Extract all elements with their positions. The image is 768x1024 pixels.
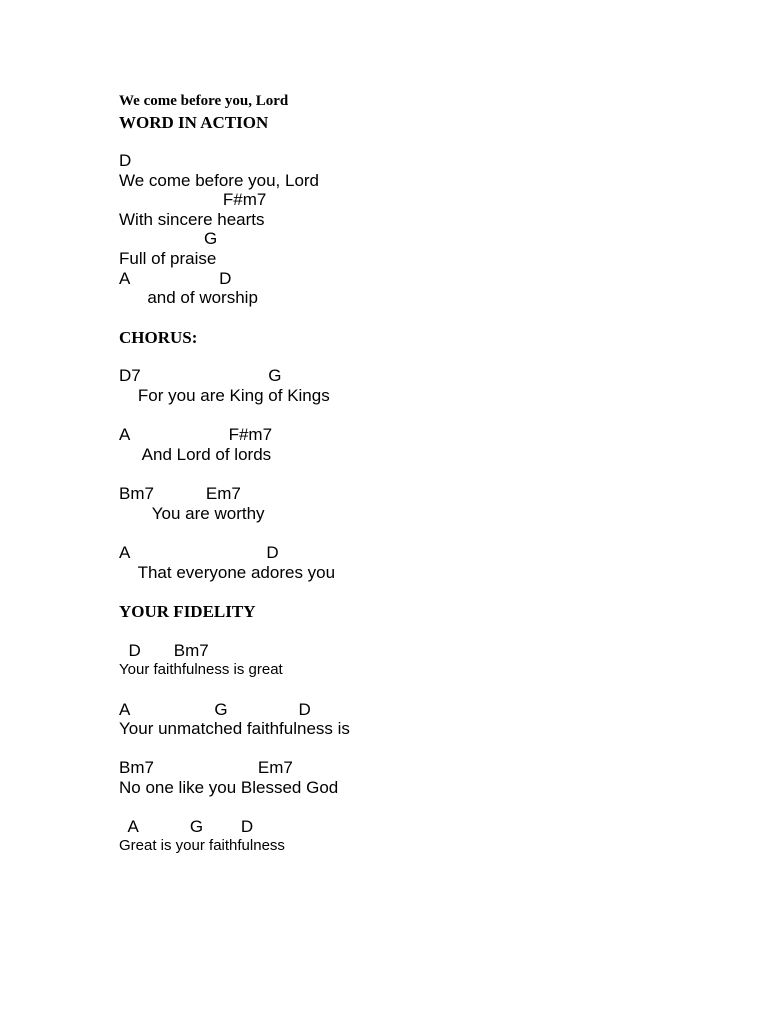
- lyric-line: and of worship: [119, 288, 258, 307]
- section-heading-chorus: CHORUS:: [119, 328, 198, 347]
- lyric-line: Your unmatched faithfulness is: [119, 719, 350, 738]
- section-heading-word-in-action: WORD IN ACTION: [119, 113, 269, 132]
- chord-line: A F#m7: [119, 425, 273, 444]
- chord-line: G: [119, 229, 218, 248]
- chord-line: Bm7 Em7: [119, 758, 293, 777]
- chord-line: A D: [119, 269, 232, 288]
- lyric-line: Full of praise: [119, 249, 217, 268]
- chord-line: D7 G: [119, 366, 282, 385]
- lyric-line: Your faithfulness is great: [119, 661, 283, 678]
- lyric-line: You are worthy: [119, 504, 265, 523]
- section-heading-your-fidelity: YOUR FIDELITY: [119, 602, 256, 621]
- chord-line: A G D: [119, 700, 311, 719]
- chord-line: D: [119, 151, 132, 170]
- chord-line: D Bm7: [119, 641, 209, 660]
- lyric-line: With sincere hearts: [119, 210, 265, 229]
- lyric-line: Great is your faithfulness: [119, 837, 285, 854]
- chord-line: F#m7: [119, 190, 267, 209]
- chord-line: A G D: [119, 817, 254, 836]
- song-title: We come before you, Lord: [119, 93, 289, 109]
- lyric-line: That everyone adores you: [119, 563, 336, 582]
- chord-line: A D: [119, 543, 279, 562]
- lyric-line: No one like you Blessed God: [119, 778, 339, 797]
- lyric-line: For you are King of Kings: [119, 386, 330, 405]
- chord-line: Bm7 Em7: [119, 484, 241, 503]
- lyric-line: We come before you, Lord: [119, 171, 320, 190]
- lyric-line: And Lord of lords: [119, 445, 272, 464]
